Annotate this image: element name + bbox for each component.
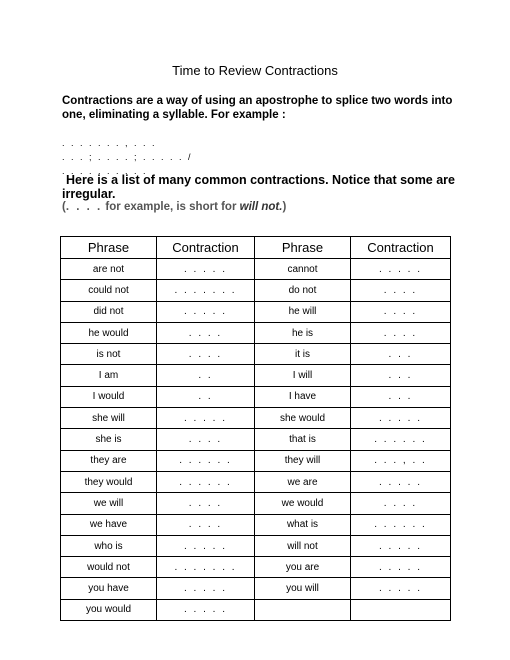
list-note-text: Here is a list of many common contractions. Notice that some are irregular. <box>62 173 455 201</box>
page-title: Time to Review Contractions <box>172 63 338 78</box>
table-row <box>61 344 451 365</box>
example-item: . . . . . . . . . . <box>62 166 148 176</box>
contraction-cell: . . . . . . <box>351 514 451 535</box>
phrase-cell: you would <box>61 599 157 620</box>
phrase-cell: I am <box>61 365 157 386</box>
phrase-cell <box>255 599 351 620</box>
phrase-cell: would not <box>61 557 157 578</box>
contraction-cell: . . . . . <box>351 535 451 556</box>
note-example: . . . . <box>65 201 103 213</box>
contraction-cell: . . . . . <box>157 578 255 599</box>
phrase-cell: I have <box>255 386 351 407</box>
table-header-row <box>61 237 451 259</box>
table-row <box>61 514 451 535</box>
contraction-cell: . . . . . <box>351 471 451 492</box>
contraction-cell: . . . . . <box>351 557 451 578</box>
phrase-cell: she is <box>61 429 157 450</box>
phrase-cell: we are <box>255 471 351 492</box>
phrase-cell: he is <box>255 322 351 343</box>
table-row <box>61 557 451 578</box>
example-item: . . . ; . . . . ; . . . . . / <box>62 152 193 162</box>
contraction-cell: . . <box>157 365 255 386</box>
contraction-cell: . . . . . <box>157 599 255 620</box>
contraction-cell: . . . . . <box>351 578 451 599</box>
examples-list <box>62 136 193 178</box>
contraction-cell: . . . . . <box>351 259 451 280</box>
phrase-cell: it is <box>255 344 351 365</box>
contraction-cell: . . <box>157 386 255 407</box>
irregular-note <box>62 201 286 213</box>
phrase-cell: he would <box>61 322 157 343</box>
phrase-cell: will not <box>255 535 351 556</box>
phrase-cell: she would <box>255 408 351 429</box>
contraction-cell <box>351 599 451 620</box>
contraction-cell: . . . . . <box>157 408 255 429</box>
contraction-cell: . . . . <box>351 301 451 322</box>
contractions-table <box>60 236 451 621</box>
contraction-cell: . . . . . . <box>351 429 451 450</box>
contraction-cell: . . . . <box>351 280 451 301</box>
table-row <box>61 365 451 386</box>
phrase-cell: what is <box>255 514 351 535</box>
list-note <box>62 173 462 201</box>
contraction-cell: . . . . . <box>157 259 255 280</box>
header-phrase: Phrase <box>61 237 157 259</box>
header-contraction: Contraction <box>157 237 255 259</box>
contraction-cell: . . . . . . . <box>157 557 255 578</box>
phrase-cell: they are <box>61 450 157 471</box>
note-emphasis: will not. <box>239 201 283 213</box>
phrase-cell: they would <box>61 471 157 492</box>
contraction-cell: . . . <box>351 344 451 365</box>
contraction-cell: . . . . <box>157 514 255 535</box>
contraction-cell: . . . , . . <box>351 450 451 471</box>
example-item: . . . . . . . , . . . <box>62 138 157 148</box>
contraction-cell: . . . . <box>157 344 255 365</box>
phrase-cell: you are <box>255 557 351 578</box>
table-row <box>61 429 451 450</box>
phrase-cell: they will <box>255 450 351 471</box>
contraction-cell: . . . . . . . <box>157 280 255 301</box>
phrase-cell: you will <box>255 578 351 599</box>
phrase-cell: she will <box>61 408 157 429</box>
contraction-cell: . . . . <box>157 322 255 343</box>
table-row <box>61 471 451 492</box>
table-row <box>61 280 451 301</box>
phrase-cell: I would <box>61 386 157 407</box>
phrase-cell: we have <box>61 514 157 535</box>
table-row <box>61 450 451 471</box>
phrase-cell: cannot <box>255 259 351 280</box>
phrase-cell: could not <box>61 280 157 301</box>
contraction-cell: . . . . . <box>351 408 451 429</box>
intro-paragraph: Contractions are a way of using an apostrophe to splice two words into one, eliminating a syllable. For example : <box>62 95 453 121</box>
contraction-cell: . . . . <box>157 429 255 450</box>
note-close: ) <box>282 201 287 213</box>
phrase-cell: do not <box>255 280 351 301</box>
contraction-cell: . . . . <box>351 322 451 343</box>
table-row <box>61 259 451 280</box>
table-row <box>61 578 451 599</box>
note-middle: for example, is short for <box>102 201 240 213</box>
table-row <box>61 301 451 322</box>
table-row <box>61 322 451 343</box>
table-row <box>61 408 451 429</box>
header-phrase: Phrase <box>255 237 351 259</box>
phrase-cell: you have <box>61 578 157 599</box>
phrase-cell: is not <box>61 344 157 365</box>
contraction-cell: . . . <box>351 365 451 386</box>
table-row <box>61 493 451 514</box>
phrase-cell: I will <box>255 365 351 386</box>
phrase-cell: did not <box>61 301 157 322</box>
contraction-cell: . . . . . <box>157 535 255 556</box>
table-row <box>61 535 451 556</box>
phrase-cell: we will <box>61 493 157 514</box>
contraction-cell: . . . . . . <box>157 450 255 471</box>
phrase-cell: who is <box>61 535 157 556</box>
phrase-cell: that is <box>255 429 351 450</box>
contraction-cell: . . . <box>351 386 451 407</box>
phrase-cell: are not <box>61 259 157 280</box>
table-body <box>61 259 451 621</box>
contraction-cell: . . . . <box>157 493 255 514</box>
header-contraction: Contraction <box>351 237 451 259</box>
table-row <box>61 386 451 407</box>
phrase-cell: we would <box>255 493 351 514</box>
table-row <box>61 599 451 620</box>
contraction-cell: . . . . . <box>157 301 255 322</box>
contraction-cell: . . . . <box>351 493 451 514</box>
contraction-cell: . . . . . . <box>157 471 255 492</box>
note-open: ( <box>62 201 66 213</box>
phrase-cell: he will <box>255 301 351 322</box>
